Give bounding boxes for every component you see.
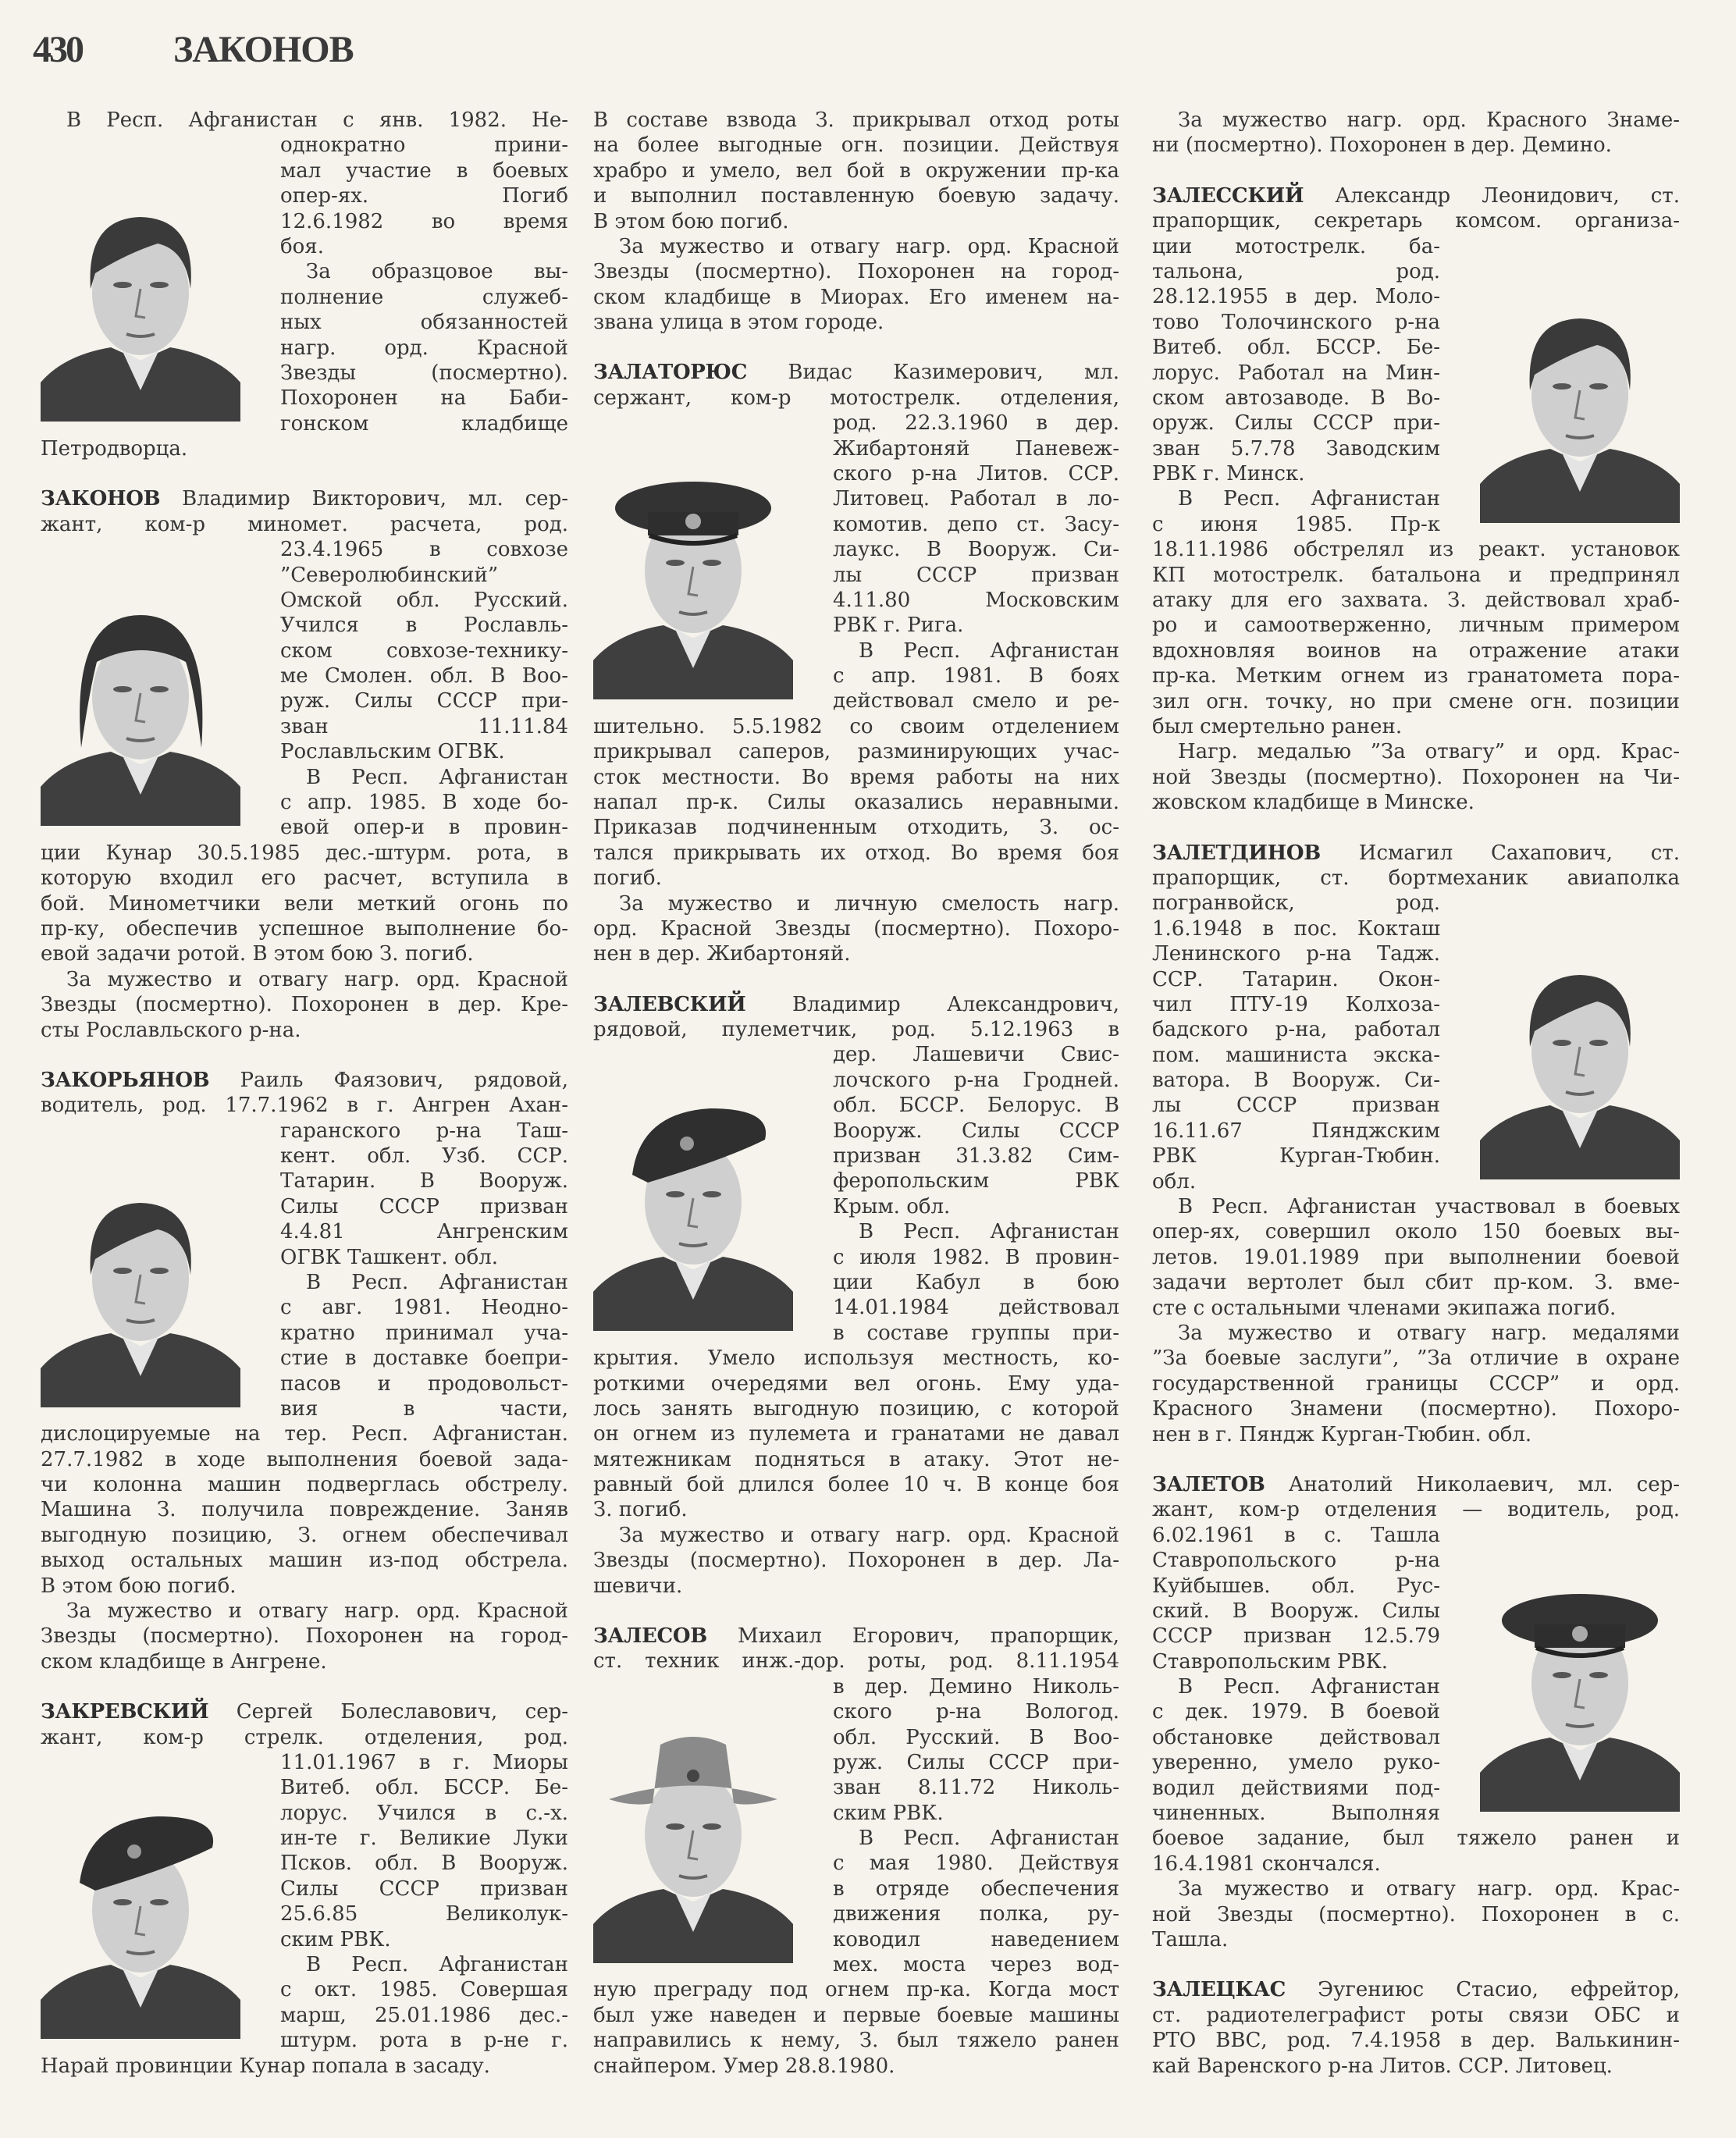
- text-line: Ставропольским РВК.: [1152, 1649, 1388, 1674]
- text-line: Жибартоняй Паневеж-: [833, 436, 1119, 461]
- text-line: ции Кабул в бою: [833, 1270, 1119, 1294]
- entry-surname: ЗАЛЕТДИНОВ: [1152, 841, 1321, 865]
- text-line: Татарин. В Вооруж.: [280, 1169, 568, 1194]
- text-line: Ставропольского р-на: [1152, 1549, 1440, 1573]
- biography-entry: [41, 486, 568, 1043]
- text-line: За мужество и отвагу нагр. орд. Крас-: [1178, 1877, 1680, 1901]
- text-line: Похоронен на Баби-: [280, 386, 568, 411]
- entry-surname: ЗАЛАТОРЮС: [593, 361, 748, 385]
- text-line: В Респ. Афганистан: [859, 639, 1119, 663]
- text-line: лорус. Работал на Мин-: [1152, 361, 1440, 385]
- text-line: Вооруж. Силы СССР: [833, 1119, 1119, 1143]
- text-line: ском автозаводе. В Во-: [1152, 386, 1440, 410]
- text-line: В Респ. Афганистан: [1178, 1675, 1440, 1699]
- text-line: с авг. 1981. Неодно-: [280, 1296, 568, 1320]
- text-line: полнение служеб-: [280, 285, 568, 309]
- text-line: ского р-на Вологод.: [833, 1700, 1119, 1724]
- text-line: 23.4.1965 в совхозе: [280, 538, 568, 562]
- text-line: ским РВК.: [833, 1801, 944, 1825]
- entry-surname: ЗАЛЕТОВ: [1152, 1472, 1265, 1496]
- text-line: водил действиями под-: [1152, 1776, 1440, 1800]
- portrait-photo: [593, 1698, 793, 1963]
- text-line: [1152, 183, 1680, 208]
- text-line: лаукс. В Вооруж. Си-: [833, 538, 1119, 562]
- text-line: роткими очередями вел огонь. Ему уда-: [593, 1371, 1119, 1396]
- text-line: ную преграду под огнем пр-ка. Когда мост: [593, 1978, 1119, 2002]
- text-line: За мужество и отвагу нагр. орд. Красной: [619, 1523, 1119, 1547]
- text-line: мал участие в боевых: [280, 158, 568, 183]
- text-line: Литовец. Работал в ло-: [833, 487, 1119, 511]
- text-line: гонском кладбище: [280, 411, 568, 436]
- text-line: ССР. Татарин. Окон-: [1152, 967, 1440, 991]
- text-line: За мужество нагр. орд. Красного Знаме-: [1178, 109, 1680, 132]
- text-line: евой опер-и в провин-: [280, 816, 568, 840]
- text-line: сте с остальными членами экипажа погиб.: [1152, 1296, 1617, 1320]
- text-line: ст. техник инж.-дор. роты, род. 8.11.1954: [593, 1649, 1119, 1674]
- text-line: комотив. депо ст. Засу-: [833, 512, 1119, 536]
- text-line: Витеб. обл. БССР. Бе-: [280, 1776, 568, 1800]
- text-line: 4.4.81 Ангренским: [280, 1220, 568, 1244]
- entry-text: Исмагил Сахапович, ст.: [1358, 841, 1680, 865]
- text-line: кай Варенского р-на Литов. ССР. Литовец.: [1152, 2054, 1613, 2078]
- text-line: В этом бою погиб.: [593, 209, 789, 233]
- biography-entry: [1152, 841, 1680, 1447]
- text-line: Куйбышев. обл. Рус-: [1152, 1574, 1440, 1598]
- text-line: марш, 25.01.1986 дес.-: [280, 2003, 568, 2027]
- text-line: род. 22.3.1960 в дер.: [833, 411, 1119, 436]
- entry-text: Владимир Александрович,: [792, 992, 1119, 1016]
- text-line: лочского р-на Гродней.: [833, 1068, 1119, 1092]
- text-line: В Респ. Афганистан участвовал в боевых: [1178, 1195, 1680, 1219]
- text-line: феропольским РВК: [833, 1169, 1119, 1194]
- text-line: нен в дер. Жибартоняй.: [593, 942, 851, 966]
- text-line: Звезды (посмертно). Похоронен в дер. Кре-: [41, 993, 568, 1017]
- text-line: евой задачи ротой. В этом бою З. погиб.: [41, 942, 474, 966]
- text-line: чи колонна машин подверглась обстрелу.: [41, 1473, 568, 1497]
- text-line: ции Кунар 30.5.1985 дес.-штурм. рота, в: [41, 841, 568, 865]
- text-line: дер. Лашевичи Свис-: [833, 1043, 1119, 1067]
- text-line: руж. Силы СССР при-: [280, 689, 568, 713]
- text-line: 16.11.67 Пянджским: [1152, 1119, 1440, 1143]
- text-line: равный бой длился более 10 ч. В конце боя: [593, 1473, 1119, 1497]
- text-line: лы СССР призван: [833, 563, 1119, 587]
- text-line: выгодную позицию, З. огнем обеспечивал: [41, 1523, 568, 1547]
- text-line: вия в части,: [280, 1396, 568, 1421]
- text-line: мятежникам подняться в атаку. Этот не-: [593, 1447, 1119, 1471]
- text-line: чил ПТУ-19 Колхоза-: [1152, 992, 1440, 1016]
- text-line: ной Звезды (посмертно). Похоронен в с.: [1152, 1902, 1680, 1926]
- text-line: которую входил его расчет, вступила в: [41, 866, 568, 891]
- biography-entry: [593, 1624, 1119, 2079]
- text-line: Петродворца.: [41, 437, 188, 461]
- portrait-photo: [41, 1142, 240, 1407]
- text-line: с июня 1985. Пр-к: [1152, 512, 1440, 536]
- portrait-photo-frame: [41, 133, 280, 436]
- text-line: Омской обл. Русский.: [280, 588, 568, 612]
- text-line: В Респ. Афганистан: [859, 1827, 1119, 1851]
- entry-text: Сергей Болеславович, сер-: [236, 1700, 569, 1724]
- text-line: штурм. рота в р-не г.: [280, 2029, 568, 2053]
- text-line: был уже наведен и первые боевые машины: [593, 2003, 1119, 2027]
- text-line: зван 11.11.84: [280, 714, 568, 738]
- text-line: с июля 1982. В провин-: [833, 1245, 1119, 1269]
- running-title: ЗАКОНОВ: [173, 29, 354, 70]
- text-column-3: [1152, 108, 1680, 2079]
- text-line: За мужество и личную смелость нагр.: [619, 891, 1119, 916]
- text-line: ского р-на Литов. ССР.: [833, 461, 1119, 486]
- text-line: сты Рославльского р-на.: [41, 1018, 301, 1042]
- text-line: напал пр-к. Силы оказались неравными.: [593, 791, 1119, 815]
- text-line: зил огн. точку, но при смене огн. позиции: [1152, 689, 1680, 713]
- portrait-photo-frame: [593, 411, 833, 713]
- text-line: движения полка, ру-: [833, 1902, 1119, 1926]
- text-line: 12.6.1982 во время: [280, 209, 568, 233]
- biography-entry: [593, 360, 1119, 966]
- text-line: ватора. В Вооруж. Си-: [1152, 1069, 1440, 1093]
- portrait-photo: [1480, 1546, 1680, 1812]
- text-line: ин-те г. Великие Луки: [280, 1827, 568, 1851]
- text-line: За мужество и отвагу нагр. орд. Красной: [66, 967, 568, 991]
- text-line: погранвойск, род.: [1152, 891, 1440, 916]
- text-line: лось занять выгодную позицию, с которой: [593, 1396, 1119, 1421]
- text-line: жант, ком-р отделения — водитель, род.: [1152, 1498, 1680, 1522]
- text-line: бадского р-на, работал: [1152, 1018, 1440, 1042]
- text-line: жовском кладбище в Минске.: [1152, 791, 1475, 815]
- text-line: Ленинского р-на Тадж.: [1152, 942, 1440, 966]
- text-line: пр-ку, обеспечив успешное выполнение бо-: [41, 917, 568, 941]
- text-line: лорус. Учился в с.-х.: [280, 1801, 568, 1825]
- text-line: 28.12.1955 в дер. Моло-: [1152, 285, 1440, 309]
- text-line: Нарай провинции Кунар попала в засаду.: [41, 2054, 490, 2078]
- text-line: летов. 19.01.1989 при выполнении боевой: [1152, 1245, 1680, 1269]
- text-line: оруж. Силы СССР при-: [1152, 411, 1440, 436]
- text-line: пр-ка. Метким огнем из гранатомета пора-: [1152, 664, 1680, 688]
- entry-text: Раиль Фаязович, рядовой,: [240, 1068, 569, 1092]
- text-line: прикрывал саперов, разминирующих учас-: [593, 740, 1119, 764]
- text-line: [1152, 841, 1680, 866]
- text-line: СССР призван 12.5.79: [1152, 1624, 1440, 1649]
- text-line: он огнем из пулемета и гранатами не давал: [593, 1422, 1119, 1446]
- text-line: Приказав подчиненным отходить, З. ос-: [593, 816, 1119, 840]
- text-line: 14.01.1984 действовал: [833, 1296, 1119, 1320]
- text-line: пом. машиниста экска-: [1152, 1043, 1440, 1067]
- text-line: Крым. обл.: [833, 1194, 951, 1218]
- text-line: зван 5.7.78 Заводским: [1152, 436, 1440, 461]
- text-line: За мужество и отвагу нагр. орд. Красной: [66, 1599, 568, 1624]
- text-line: обл. БССР. Белорус. В: [833, 1094, 1119, 1118]
- text-line: с апр. 1981. В боях: [833, 664, 1119, 688]
- text-line: [593, 992, 1119, 1017]
- text-line: опер-ях. Погиб: [280, 184, 568, 208]
- entry-text: Видас Казимерович, мл.: [788, 361, 1119, 385]
- portrait-photo: [593, 1065, 793, 1331]
- text-line: Нагр. медалью ”За отвагу” и орд. Крас-: [1178, 740, 1680, 764]
- text-line: Силы СССР призван: [280, 1877, 568, 1901]
- text-line: ском совхозе-технику-: [280, 639, 568, 663]
- text-line: ро и самоотверженно, личным примером: [1152, 614, 1680, 638]
- text-line: ОГВК Ташкент. обл.: [280, 1245, 499, 1269]
- entry-text: Александр Леонидович, ст.: [1335, 183, 1681, 208]
- text-line: мех. моста через вод-: [833, 1953, 1119, 1977]
- text-line: стие в доставке боепри-: [280, 1346, 568, 1371]
- text-line: руж. Силы СССР при-: [833, 1750, 1119, 1774]
- text-line: гаранского р-на Таш-: [280, 1119, 568, 1143]
- text-line: с апр. 1985. В ходе бо-: [280, 791, 568, 815]
- biography-entry-continued: [1152, 108, 1680, 158]
- text-line: обстановке действовал: [1152, 1725, 1440, 1749]
- text-line: тался прикрывать их отход. Во время боя: [593, 841, 1119, 865]
- text-line: В Респ. Афганистан: [1178, 487, 1440, 511]
- text-line: Рославльским ОГВК.: [280, 740, 505, 764]
- text-line: обл. Русский. В Воо-: [833, 1725, 1119, 1749]
- text-line: направились к нему, З. был тяжело ранен: [593, 2029, 1119, 2053]
- portrait-photo: [1480, 914, 1680, 1179]
- page-number: 430: [33, 29, 82, 70]
- entry-text: Эугениюс Стасио, ефрейтор,: [1318, 1978, 1680, 2002]
- entry-surname: ЗАКРЕВСКИЙ: [41, 1700, 209, 1724]
- text-line: [1152, 1977, 1680, 2002]
- text-line: жант, ком-р стрелк. отделения, род.: [41, 1725, 568, 1749]
- text-line: Звезды (посмертно). Похоронен в дер. Ла-: [593, 1549, 1119, 1573]
- text-line: З. погиб.: [593, 1498, 688, 1522]
- text-line: [593, 1624, 1119, 1649]
- text-line: государственной границы СССР” и орд.: [1152, 1371, 1680, 1396]
- text-line: прапорщик, ст. бортмеханик авиаполка: [1152, 866, 1680, 890]
- text-line: ции мотострелк. ба-: [1152, 234, 1440, 258]
- text-line: уверенно, умело руко-: [1152, 1751, 1440, 1775]
- text-line: лы СССР призван: [1152, 1094, 1440, 1118]
- text-line: ском кладбище в Миорах. Его именем на-: [593, 285, 1119, 309]
- text-line: бой. Минометчики вели меткий огонь по: [41, 891, 568, 916]
- entry-surname: ЗАЛЕСОВ: [593, 1624, 707, 1648]
- text-line: тово Толочинского р-на: [1152, 310, 1440, 334]
- text-line: 4.11.80 Московским: [833, 588, 1119, 612]
- text-line: В Респ. Афганистан с янв. 1982. Не-: [66, 109, 568, 132]
- biography-entry: [1152, 1472, 1680, 1952]
- text-line: опер-ях, совершил около 150 боевых вы-: [1152, 1220, 1680, 1244]
- text-line: За мужество и отвагу нагр. орд. Красной: [619, 234, 1119, 258]
- text-line: В Респ. Афганистан: [306, 1953, 568, 1977]
- text-line: В Респ. Афганистан: [859, 1220, 1119, 1244]
- text-line: с мая 1980. Действуя: [833, 1852, 1119, 1876]
- text-line: Звезды (посмертно). Похоронен на город-: [593, 260, 1119, 284]
- text-line: 6.02.1961 в с. Ташла: [1152, 1523, 1440, 1547]
- biography-entry: [41, 1699, 568, 2079]
- text-column-1: [41, 108, 568, 2079]
- text-line: ст. радиотелеграфист роты связи ОБС и: [1152, 2003, 1680, 2027]
- text-line: в составе группы при-: [833, 1321, 1119, 1345]
- text-line: В Респ. Афганистан: [306, 765, 568, 789]
- text-line: [1152, 1472, 1680, 1497]
- text-line: Витеб. обл. БССР. Бе-: [1152, 336, 1440, 360]
- text-line: чиненных. Выполняя: [1152, 1802, 1440, 1826]
- text-line: ский. В Вооруж. Силы: [1152, 1599, 1440, 1623]
- text-line: рядовой, пулеметчик, род. 5.12.1963 в: [593, 1018, 1119, 1042]
- portrait-photo: [593, 434, 793, 699]
- biography-entry: [41, 1068, 568, 1674]
- portrait-photo-frame: [1440, 891, 1680, 1194]
- text-line: орд. Красной Звезды (посмертно). Похоро-: [593, 917, 1119, 941]
- entry-surname: ЗАЛЕССКИЙ: [1152, 183, 1304, 208]
- text-line: и выполнил поставленную боевую задачу.: [593, 184, 1119, 208]
- text-line: нен в г. Пяндж Курган-Тюбин. обл.: [1152, 1422, 1532, 1446]
- portrait-photo: [1480, 258, 1680, 523]
- text-line: в дер. Демино Николь-: [833, 1674, 1119, 1699]
- text-line: в отряде обеспечения: [833, 1877, 1119, 1901]
- text-line: КП мотострелк. батальона и предпринял: [1152, 563, 1680, 587]
- text-line: 27.7.1982 в ходе выполнения боевой зада-: [41, 1447, 568, 1471]
- text-line: РВК Курган-Тюбин.: [1152, 1144, 1440, 1169]
- portrait-photo-frame: [41, 1119, 280, 1421]
- text-line: задачи вертолет был сбит пр-ком. З. вме-: [1152, 1271, 1680, 1295]
- text-line: ским РВК.: [280, 1927, 391, 1951]
- text-line: Учился в Рославль-: [280, 614, 568, 638]
- text-line: боевое задание, был тяжело ранен и: [1152, 1827, 1680, 1851]
- biography-entry-continued: [593, 108, 1119, 336]
- text-line: В Респ. Афганистан: [306, 1270, 568, 1294]
- text-line: нагр. орд. Красной: [280, 336, 568, 360]
- text-line: [41, 1699, 568, 1724]
- portrait-photo: [41, 156, 240, 422]
- text-line: с дек. 1979. В боевой: [1152, 1700, 1440, 1724]
- text-line: вдохновляя воинов на отражение атаки: [1152, 639, 1680, 663]
- text-line: пасов и продовольст-: [280, 1371, 568, 1396]
- text-line: 16.4.1981 скончался.: [1152, 1852, 1381, 1876]
- text-line: За образцовое вы-: [306, 260, 568, 284]
- biography-entry-continued: [41, 108, 568, 461]
- text-line: ных обязанностей: [280, 311, 568, 335]
- entry-surname: ЗАЛЕЦКАС: [1152, 1978, 1286, 2002]
- text-line: крытия. Умело используя местность, ко-: [593, 1346, 1119, 1371]
- biography-entry: [593, 992, 1119, 1599]
- text-line: ни (посмертно). Похоронен в дер. Демино.: [1152, 133, 1612, 158]
- text-line: 11.01.1967 в г. Миоры: [280, 1750, 568, 1774]
- text-line: 25.6.85 Великолук-: [280, 1902, 568, 1926]
- text-line: сержант, ком-р мотострелк. отделения,: [593, 386, 1119, 410]
- text-line: прапорщик, секретарь комсом. организа-: [1152, 209, 1680, 233]
- text-line: кратно принимал уча-: [280, 1321, 568, 1345]
- text-line: РВК г. Минск.: [1152, 462, 1305, 486]
- text-line: Звезды (посмертно).: [280, 361, 568, 385]
- portrait-photo: [41, 1773, 240, 2039]
- biography-entry: [1152, 1977, 1680, 2079]
- text-line: Машина З. получила повреждение. Заняв: [41, 1498, 568, 1522]
- text-line: действовал смело и ре-: [833, 689, 1119, 713]
- text-line: был смертельно ранен.: [1152, 715, 1403, 738]
- text-line: шевичи.: [593, 1574, 683, 1598]
- text-line: Звезды (посмертно). Похоронен на город-: [41, 1624, 568, 1649]
- text-line: Силы СССР призван: [280, 1194, 568, 1218]
- text-line: ском кладбище в Ангрене.: [41, 1649, 327, 1674]
- text-column-2: [593, 108, 1119, 2079]
- portrait-photo-frame: [1440, 1523, 1680, 1826]
- text-line: с окт. 1985. Совершая: [280, 1978, 568, 2002]
- entry-surname: ЗАЛЕВСКИЙ: [593, 992, 746, 1016]
- text-line: погиб.: [593, 866, 662, 891]
- text-line: РВК г. Рига.: [833, 614, 964, 638]
- text-line: Псков. обл. В Вооруж.: [280, 1852, 568, 1876]
- text-line: Красного Знамени (посмертно). Похоро-: [1152, 1397, 1680, 1421]
- text-line: снайпером. Умер 28.8.1980.: [593, 2054, 895, 2078]
- text-line: Ташла.: [1152, 1928, 1229, 1951]
- text-line: кент. обл. Узб. ССР.: [280, 1144, 568, 1169]
- portrait-photo-frame: [41, 537, 280, 840]
- text-line: водитель, род. 17.7.1962 в г. Ангрен Ахан-: [41, 1094, 568, 1118]
- portrait-photo-frame: [41, 1750, 280, 2053]
- text-line: храбро и умело, вел бой в окружении пр-ка: [593, 158, 1119, 183]
- entry-text: Анатолий Николаевич, мл. сер-: [1288, 1472, 1681, 1496]
- text-line: атаку для его захвата. З. действовал храб-: [1152, 589, 1680, 613]
- text-line: на более выгодные огн. позиции. Действуя: [593, 133, 1119, 158]
- entry-surname: ЗАКОНОВ: [41, 487, 161, 511]
- text-line: ководил наведением: [833, 1927, 1119, 1951]
- text-line: ”Северолюбинский”: [280, 563, 499, 587]
- text-line: ”За боевые заслуги”, ”За отличие в охране: [1152, 1346, 1680, 1371]
- portrait-photo: [41, 560, 240, 826]
- text-line: 18.11.1986 обстрелял из реакт. установок: [1152, 538, 1680, 562]
- text-line: призван 31.3.82 Сим-: [833, 1144, 1119, 1169]
- text-line: жант, ком-р миномет. расчета, род.: [41, 512, 568, 536]
- text-line: [41, 486, 568, 511]
- text-line: За мужество и отвагу нагр. медалями: [1178, 1322, 1680, 1345]
- portrait-photo-frame: [1440, 234, 1680, 537]
- text-line: дислоцируемые на тер. Респ. Афганистан.: [41, 1422, 568, 1446]
- text-line: В составе взвода З. прикрывал отход роты: [593, 109, 1119, 132]
- text-line: ной Звезды (посмертно). Похоронен на Чи-: [1152, 765, 1680, 789]
- text-line: обл.: [1152, 1169, 1197, 1194]
- portrait-photo-frame: [593, 1042, 833, 1345]
- text-line: ме Смолен. обл. В Воо-: [280, 664, 568, 688]
- text-line: зван 8.11.72 Николь-: [833, 1776, 1119, 1800]
- text-line: сток местности. Во время работы на них: [593, 765, 1119, 789]
- text-line: однократно прини-: [280, 133, 568, 158]
- entry-text: Владимир Викторович, мл. сер-: [182, 487, 568, 511]
- text-line: [41, 1068, 568, 1093]
- text-line: тальона, род.: [1152, 259, 1440, 283]
- entry-surname: ЗАКОРЬЯНОВ: [41, 1068, 210, 1092]
- biography-entry: [1152, 183, 1680, 816]
- text-line: выход остальных машин из-под обстрела.: [41, 1549, 568, 1573]
- portrait-photo-frame: [593, 1674, 833, 1977]
- text-line: В этом бою погиб.: [41, 1574, 237, 1598]
- text-line: 1.6.1948 в пос. Кокташ: [1152, 916, 1440, 941]
- entry-text: Михаил Егорович, прапорщик,: [737, 1624, 1119, 1648]
- text-line: боя.: [280, 234, 324, 258]
- text-line: звана улица в этом городе.: [593, 311, 884, 335]
- text-line: шительно. 5.5.1982 со своим отделением: [593, 714, 1119, 738]
- text-line: [593, 360, 1119, 385]
- text-line: РТО ВВС, род. 7.4.1958 в дер. Валькинин-: [1152, 2029, 1680, 2053]
